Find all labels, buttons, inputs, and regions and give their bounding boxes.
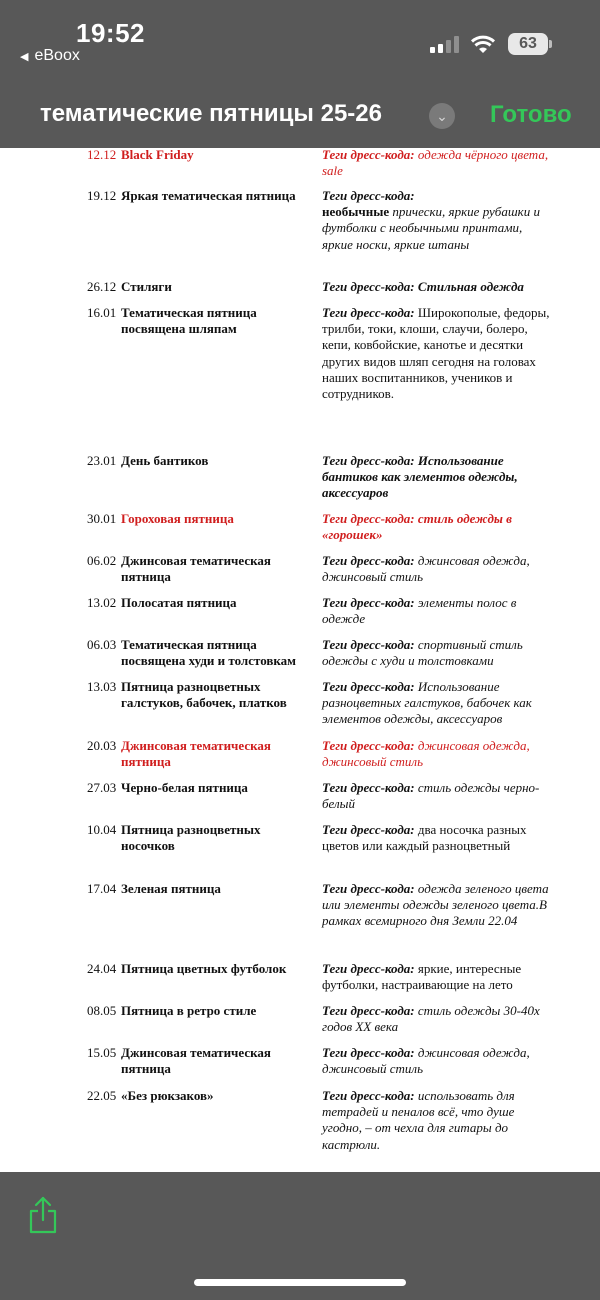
row-description: Теги дресс-кода: необычные прически, яркие рубашки и футболки с необычными принтами, яркие носки, яркие штаны — [322, 188, 540, 252]
row-date: 06.03 — [87, 637, 117, 652]
row-event: Джинсовая тематическая пятница — [121, 738, 271, 770]
row-description: Теги дресс-кода: джинсовая одежда, джинсовый стиль — [322, 1045, 530, 1077]
battery-icon: 63 — [508, 33, 548, 55]
row-event: День бантиков — [121, 453, 209, 468]
row-event: Пятница в ретро стиле — [121, 1003, 257, 1018]
status-bar — [0, 0, 600, 148]
row-description: Теги дресс-кода: элементы полос в одежде — [322, 595, 517, 627]
row-event: Тематическая пятница посвящена шляпам — [121, 305, 257, 337]
row-description: Теги дресс-кода: одежда чёрного цвета, sale — [322, 148, 549, 179]
row-event: Гороховая пятница — [121, 511, 234, 526]
row-description: Теги дресс-кода: стиль одежды 30-40х годов XX века — [322, 1003, 540, 1035]
row-event: Джинсовая тематическая пятница — [121, 553, 271, 585]
page-title: тематические пятницы 25-26 — [40, 100, 382, 127]
row-date: 23.01 — [87, 453, 117, 468]
row-event: Пятница разноцветных носочков — [121, 822, 261, 854]
row-event: Пятница цветных футболок — [121, 961, 287, 976]
back-triangle-icon: ◀ — [20, 50, 29, 63]
chevron-down-icon[interactable]: ⌄ — [429, 103, 455, 129]
row-description: Теги дресс-кода: джинсовая одежда, джинсовый стиль — [322, 738, 530, 770]
row-date: 24.04 — [87, 961, 117, 976]
row-event: Яркая тематическая пятница — [121, 188, 296, 203]
row-date: 13.02 — [87, 595, 117, 610]
back-to-app-link[interactable] — [20, 47, 80, 65]
row-date: 30.01 — [87, 511, 117, 526]
row-date: 15.05 — [87, 1045, 117, 1060]
row-description: Теги дресс-кода: стиль одежды черно-белый — [322, 780, 540, 812]
row-date: 27.03 — [87, 780, 117, 795]
row-date: 22.05 — [87, 1088, 117, 1103]
document-page[interactable] — [0, 148, 600, 1172]
row-description: Теги дресс-кода: спортивный стиль одежды с худи и толстовками — [322, 637, 523, 669]
cellular-signal-icon — [430, 35, 459, 53]
row-date: 20.03 — [87, 738, 117, 753]
row-description: Теги дресс-кода: использовать для тетрадей и пеналов всё, что душе угодно, – от чехла для гитары до кастрюли. — [322, 1088, 515, 1152]
row-event: Полосатая пятница — [121, 595, 237, 610]
row-event: Black Friday — [121, 148, 194, 162]
row-description: Теги дресс-кода: Стильная одежда — [322, 279, 524, 294]
row-event: «Без рюкзаков» — [121, 1088, 214, 1103]
row-description: Теги дресс-кода: Широкополые, федоры, трилби, токи, клоши, слаучи, болеро, кепи, ковбойские, канотье и десятки других видов шляп сегодня на головах наших воспитанников, учеников и сотрудников. — [322, 305, 550, 402]
row-event: Тематическая пятница посвящена худи и толстовкам — [121, 637, 297, 669]
row-date: 10.04 — [87, 822, 117, 837]
row-date: 12.12 — [87, 148, 117, 162]
status-time: 19:52 — [76, 18, 145, 48]
row-description: Теги дресс-кода: два носочка разных цветов или каждый разноцветный — [322, 822, 527, 854]
row-event: Черно-белая пятница — [121, 780, 248, 795]
row-event: Зеленая пятница — [121, 881, 221, 896]
wifi-icon — [470, 34, 496, 54]
row-date: 13.03 — [87, 679, 117, 694]
row-date: 06.02 — [87, 553, 117, 568]
row-event: Стиляги — [121, 279, 172, 294]
battery-tip — [549, 40, 552, 48]
row-description: Теги дресс-кода: Использование бантиков как элементов одежды, аксессуаров — [322, 453, 518, 501]
row-date: 08.05 — [87, 1003, 117, 1018]
home-indicator[interactable] — [194, 1279, 406, 1286]
row-event: Пятница разноцветных галстуков, бабочек, платков — [121, 679, 287, 711]
row-description: Теги дресс-кода: яркие, интересные футболки, настраивающие на лето — [322, 961, 522, 993]
back-app-label: eBoox — [34, 47, 80, 64]
row-date: 26.12 — [87, 279, 117, 294]
row-description: Теги дресс-кода: стиль одежды в «горошек» — [322, 511, 512, 543]
row-date: 17.04 — [87, 881, 117, 896]
row-description: Теги дресс-кода: джинсовая одежда, джинсовый стиль — [322, 553, 530, 585]
row-date: 16.01 — [87, 305, 117, 320]
done-button[interactable]: Готово — [490, 101, 572, 128]
share-icon[interactable] — [27, 1195, 59, 1235]
row-description: Теги дресс-кода: одежда зеленого цвета или элементы одежды зеленого цвета.В рамках всемирного дня Земли 22.04 — [322, 881, 549, 929]
row-event: Джинсовая тематическая пятница — [121, 1045, 271, 1077]
row-description: Теги дресс-кода: Использование разноцветных галстуков, бабочек как элементов одежды, аксессуаров — [322, 679, 532, 727]
row-date: 19.12 — [87, 188, 117, 203]
